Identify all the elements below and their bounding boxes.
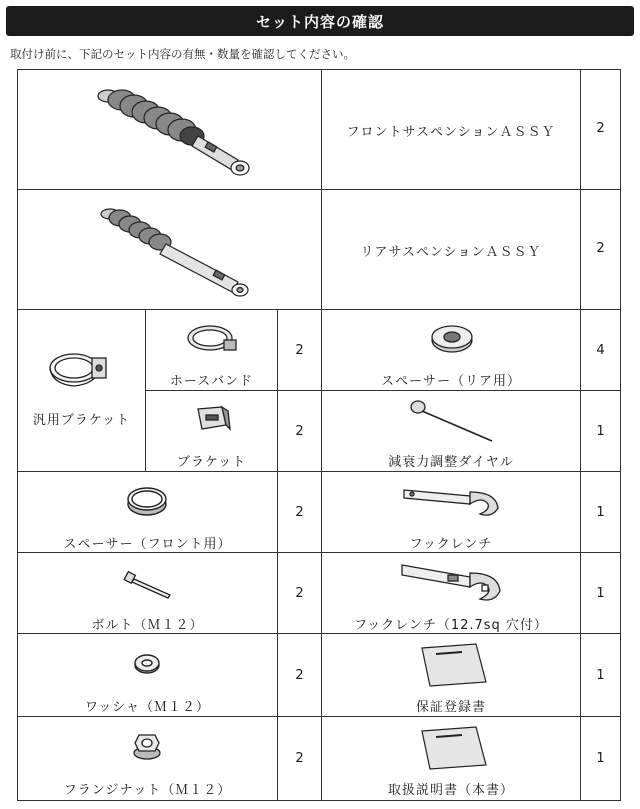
bracket-label: ブラケット — [176, 455, 247, 470]
manual-icon — [416, 725, 490, 771]
warranty-qty-cell — [580, 633, 621, 717]
washer-qty: 2 — [295, 668, 304, 683]
washer-icon — [132, 652, 162, 676]
damper-dial-cell — [321, 390, 581, 472]
rear-suspension-icon — [88, 200, 258, 300]
spacer-front-label: スペーサー（フロント用） — [63, 537, 232, 552]
hose-band-qty-cell — [277, 309, 322, 391]
front-assy-image-cell — [17, 69, 322, 190]
hook-wrench-icon — [400, 482, 504, 522]
washer-label: ワッシャ（Ｍ１２） — [84, 700, 211, 715]
flange-nut-cell — [17, 716, 278, 801]
flange-nut-qty: 2 — [295, 751, 304, 766]
warranty-label: 保証登録書 — [415, 700, 486, 715]
spacer-rear-cell — [321, 309, 581, 391]
general-bracket-icon — [46, 344, 118, 396]
bolt-qty: 2 — [295, 586, 304, 601]
hook-wrench-cell — [321, 471, 581, 553]
contents-table — [17, 69, 621, 801]
hook-wrench-socket-icon — [398, 559, 506, 607]
front-assy-qty: 2 — [596, 121, 605, 136]
manual-qty-cell — [580, 716, 621, 801]
rear-assy-qty-cell — [580, 189, 621, 310]
hose-band-image-cell — [145, 309, 278, 391]
front-assy-qty-cell — [580, 69, 621, 190]
warranty-card-icon — [416, 642, 490, 688]
warranty-qty: 1 — [596, 668, 605, 683]
rear-assy-label-cell — [321, 189, 581, 310]
intro-text: 取付け前に、下記のセット内容の有無・数量を確認してください。 — [10, 47, 355, 61]
hook-wrench-127-qty-cell — [580, 552, 621, 634]
hook-wrench-qty-cell — [580, 471, 621, 553]
bracket-group-label: 汎用ブラケット — [32, 413, 131, 428]
spacer-front-qty-cell — [277, 471, 322, 553]
hook-wrench-127-cell — [321, 552, 581, 634]
bolt-qty-cell — [277, 552, 322, 634]
front-assy-label-cell — [321, 69, 581, 190]
manual-qty: 1 — [596, 751, 605, 766]
hose-band-icon — [184, 320, 242, 360]
flange-nut-label: フランジナット（Ｍ１２） — [63, 783, 232, 798]
bracket-image-cell — [145, 390, 278, 472]
spacer-front-icon — [124, 484, 170, 520]
bolt-cell — [17, 552, 278, 634]
bolt-label: ボルト（Ｍ１２） — [91, 618, 204, 633]
hose-band-qty: 2 — [295, 343, 304, 358]
rear-assy-label: リアサスペンションＡＳＳＹ — [360, 245, 542, 260]
hose-band-label: ホースバンド — [169, 374, 254, 389]
spacer-rear-qty-cell — [580, 309, 621, 391]
damper-dial-qty-cell — [580, 390, 621, 472]
hook-wrench-127-label: フックレンチ（12.7sq 穴付） — [354, 618, 548, 633]
spacer-front-qty: 2 — [295, 505, 304, 520]
rear-assy-image-cell — [17, 189, 322, 310]
bracket-qty-cell — [277, 390, 322, 472]
warranty-cell — [321, 633, 581, 717]
washer-qty-cell — [277, 633, 322, 717]
spacer-rear-icon — [428, 322, 476, 356]
bracket-group-cell — [17, 309, 146, 472]
bracket-qty: 2 — [295, 424, 304, 439]
hook-wrench-label: フックレンチ — [409, 537, 493, 552]
bolt-icon — [124, 569, 174, 599]
manual-label: 取扱説明書（本書） — [387, 783, 514, 798]
manual-cell — [321, 716, 581, 801]
damper-dial-label: 減衰力調整ダイヤル — [388, 455, 514, 470]
washer-cell — [17, 633, 278, 717]
damper-dial-icon — [408, 397, 498, 445]
flange-nut-qty-cell — [277, 716, 322, 801]
section-title: セット内容の確認 — [6, 6, 634, 36]
front-suspension-icon — [88, 78, 258, 183]
hook-wrench-qty: 1 — [596, 505, 605, 520]
front-assy-label: フロントサスペンションＡＳＳＹ — [346, 125, 556, 140]
flange-nut-icon — [132, 729, 162, 761]
spacer-rear-label: スペーサー（リア用） — [380, 374, 521, 389]
rear-assy-qty: 2 — [596, 241, 605, 256]
damper-dial-qty: 1 — [596, 424, 605, 439]
bracket-icon — [194, 401, 232, 435]
hook-wrench-127-qty: 1 — [596, 586, 605, 601]
spacer-front-cell — [17, 471, 278, 553]
spacer-rear-qty: 4 — [596, 343, 605, 358]
